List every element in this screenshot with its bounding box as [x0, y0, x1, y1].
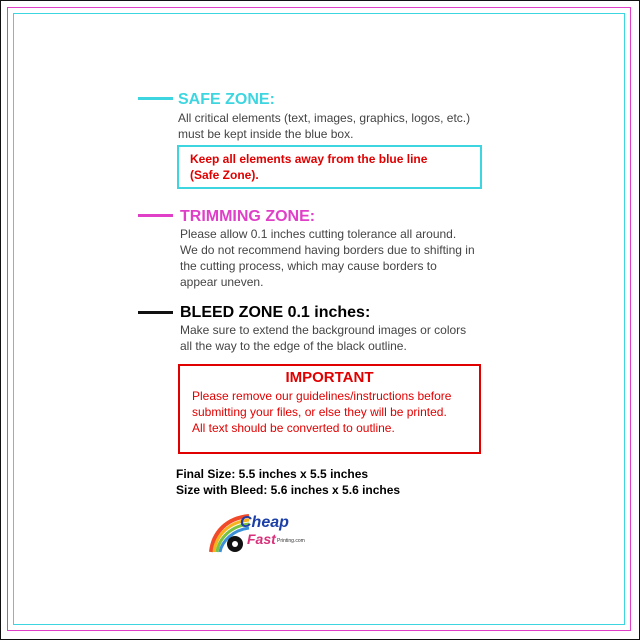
logo-word-fast: Fast — [247, 531, 276, 547]
bleed-zone-line-2: all the way to the edge of the black outline. — [180, 339, 407, 353]
final-size: Final Size: 5.5 inches x 5.5 inches — [176, 467, 369, 481]
important-title: IMPORTANT — [285, 369, 374, 386]
safe-zone-line-2: must be kept inside the blue box. — [178, 127, 354, 141]
bleed-zone-title: BLEED ZONE 0.1 inches: — [180, 304, 371, 321]
logo-word-printing: Printing.com — [277, 538, 305, 544]
sizes-block — [176, 466, 400, 498]
trimming-zone-line-2: We do not recommend having borders due to shifting in — [180, 243, 475, 257]
important-box — [178, 364, 481, 454]
trimming-zone-dash — [138, 214, 173, 217]
trimming-zone-line-1: Please allow 0.1 inches cutting tolerance all around. — [180, 227, 457, 241]
safe-zone-box-line-2: (Safe Zone). — [190, 168, 259, 182]
bleed-zone-line-1: Make sure to extend the background images or colors — [180, 323, 467, 337]
trimming-zone-title: TRIMMING ZONE: — [180, 208, 316, 225]
important-line-1: Please remove our guidelines/instructions before — [192, 389, 452, 403]
cheapfastprinting-logo — [205, 508, 315, 558]
safe-zone-box — [177, 145, 482, 189]
bleed-size: Size with Bleed: 5.6 inches x 5.6 inches — [176, 483, 401, 497]
safe-zone-box-line-1: Keep all elements away from the blue line — [190, 152, 428, 166]
safe-zone-line-1: All critical elements (text, images, graphics, logos, etc.) — [178, 111, 471, 125]
bleed-zone-dash — [138, 311, 173, 314]
trimming-zone-description — [180, 226, 475, 290]
bleed-zone-description — [180, 322, 466, 354]
safe-zone-description — [178, 110, 470, 142]
important-line-2: submitting your files, or else they will be printed. — [192, 405, 447, 419]
safe-zone-dash — [138, 97, 173, 100]
trimming-zone-line-3: the cutting process, which may cause borders to — [180, 259, 437, 273]
logo-word-cheap: Cheap — [240, 514, 289, 531]
safe-zone-title: SAFE ZONE: — [178, 91, 275, 108]
important-line-3: All text should be converted to outline. — [192, 421, 395, 435]
trimming-zone-line-4: appear uneven. — [180, 275, 264, 289]
